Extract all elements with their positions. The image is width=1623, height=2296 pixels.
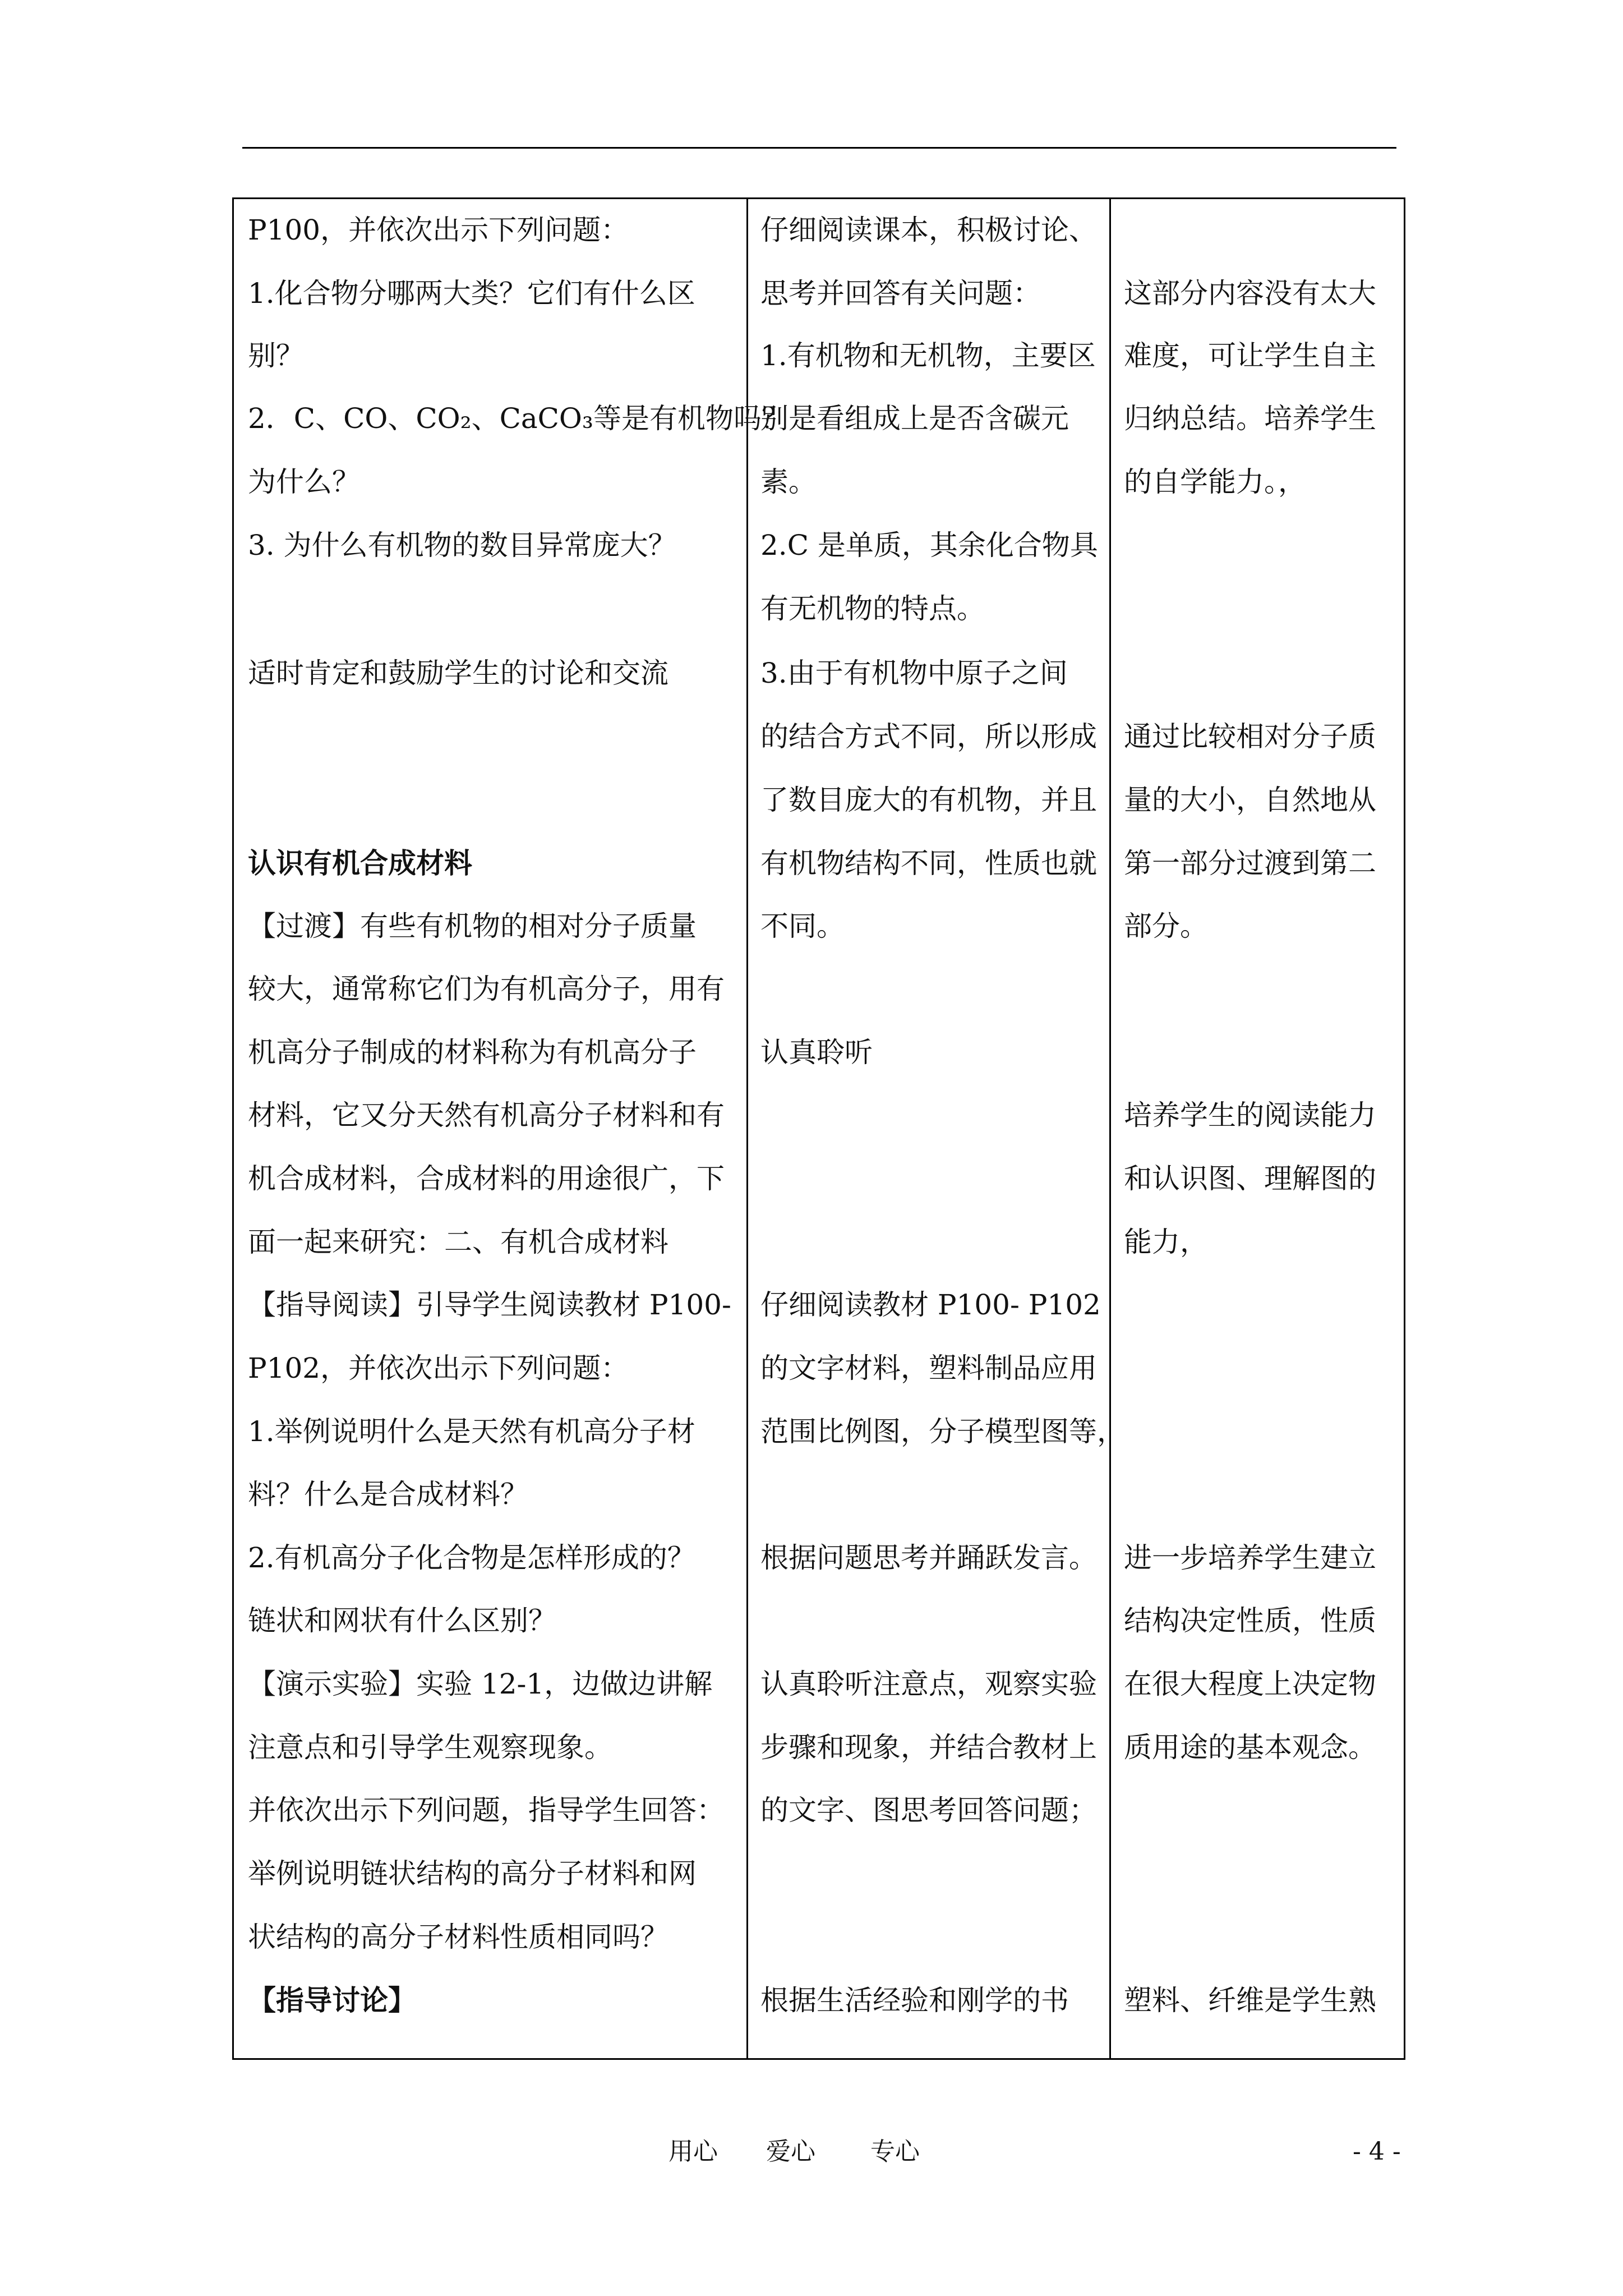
col2-line: 仔细阅读课本，积极讨论、 (760, 214, 1097, 246)
col3-line: 在很大程度上决定物 (1124, 1668, 1376, 1700)
col2-line: 的文字材料，塑料制品应用 (760, 1352, 1097, 1384)
col2-line: 2.C 是单质，其余化合物具 (760, 529, 1098, 562)
footer-motto-3: 专心 (870, 2137, 920, 2166)
col1-line: 为什么？ (248, 466, 360, 498)
col1-line: 料？什么是合成材料？ (248, 1478, 528, 1511)
col1-line: 1.举例说明什么是天然有机高分子材 (248, 1415, 695, 1448)
col1-line: 【过渡】有些有机物的相对分子质量 (248, 910, 697, 942)
col2-line: 了数目庞大的有机物，并且 (760, 784, 1097, 816)
col1-line: 机高分子制成的材料称为有机高分子 (248, 1036, 697, 1069)
col3-line: 塑料、纤维是学生熟 (1124, 1984, 1376, 2017)
col3-line: 量的大小，自然地从 (1124, 784, 1376, 816)
col1-line: 【指导讨论】 (248, 1984, 416, 2017)
col1-line: P102，并依次出示下列问题： (248, 1352, 629, 1384)
col2-line: 认真聆听 (760, 1036, 873, 1069)
col1-line: 1.化合物分哪两大类？它们有什么区 (248, 277, 695, 310)
col3-line: 进一步培养学生建立 (1124, 1542, 1376, 1574)
col3-line: 部分。 (1124, 910, 1208, 942)
col1-line: 2．C、CO、CO₂、CaCO₃等是有机物吗？ (248, 402, 790, 435)
col1-line: 注意点和引导学生观察现象。 (248, 1731, 612, 1764)
col3-line: 这部分内容没有太大 (1124, 277, 1376, 310)
col2-line: 步骤和现象，并结合教材上 (760, 1731, 1097, 1764)
col2-line: 根据问题思考并踊跃发言。 (760, 1542, 1097, 1574)
col2-line: 不同。 (760, 910, 845, 942)
col1-line: 3. 为什么有机物的数目异常庞大？ (248, 529, 676, 562)
col3-line: 和认识图、理解图的 (1124, 1162, 1376, 1195)
col2-line: 素。 (760, 466, 817, 498)
col1-line: 【指导阅读】引导学生阅读教材 P100- (248, 1289, 731, 1321)
column-divider-1 (746, 197, 748, 2060)
col1-line: 机合成材料，合成材料的用途很广，下 (248, 1162, 725, 1195)
col2-line: 根据生活经验和刚学的书 (760, 1984, 1069, 2017)
col1-line: 2.有机高分子化合物是怎样形成的？ (248, 1542, 695, 1574)
col1-line: 链状和网状有什么区别？ (248, 1604, 556, 1637)
col3-line: 第一部分过渡到第二 (1124, 847, 1376, 880)
col1-line: P100，并依次出示下列问题： (248, 214, 629, 246)
col1-line: 【演示实验】实验 12-1，边做边讲解 (248, 1668, 713, 1700)
col1-line: 较大，通常称它们为有机高分子，用有 (248, 973, 725, 1005)
col2-line: 别是看组成上是否含碳元 (760, 402, 1069, 435)
column-divider-2 (1109, 197, 1111, 2060)
col2-line: 有机物结构不同，性质也就 (760, 847, 1097, 880)
col1-line: 面一起来研究：二、有机合成材料 (248, 1226, 668, 1258)
footer-motto-1: 用心 (668, 2137, 718, 2166)
col1-line: 举例说明链状结构的高分子材料和网 (248, 1857, 697, 1890)
col1-line: 状结构的高分子材料性质相同吗？ (248, 1921, 668, 1953)
col2-line: 认真聆听注意点，观察实验 (760, 1668, 1097, 1700)
col2-line: 的结合方式不同，所以形成 (760, 720, 1097, 753)
col2-line: 3.由于有机物中原子之间 (760, 657, 1068, 689)
col3-line: 难度，可让学生自主 (1124, 339, 1376, 372)
col1-line: 并依次出示下列问题，指导学生回答： (248, 1794, 725, 1826)
col2-line: 范围比例图，分子模型图等， (760, 1415, 1125, 1448)
col1-line: 适时肯定和鼓励学生的讨论和交流 (248, 657, 668, 689)
col2-line: 有无机物的特点。 (760, 592, 985, 625)
col3-line: 培养学生的阅读能力 (1124, 1099, 1376, 1131)
col3-line: 的自学能力。， (1124, 466, 1306, 498)
col1-line: 材料，它又分天然有机高分子材料和有 (248, 1099, 725, 1131)
col3-line: 质用途的基本观念。 (1124, 1731, 1376, 1764)
col2-line: 的文字、图思考回答问题； (760, 1794, 1097, 1826)
header-rule (242, 147, 1396, 149)
col1-line: 认识有机合成材料 (248, 846, 472, 880)
footer-motto-2: 爱心 (766, 2137, 815, 2166)
col2-line: 仔细阅读教材 P100- P102 (760, 1289, 1101, 1321)
col2-line: 思考并回答有关问题： (760, 277, 1041, 310)
col3-line: 归纳总结。培养学生 (1124, 402, 1376, 435)
col1-line: 别？ (248, 339, 304, 372)
col3-line: 能力， (1124, 1226, 1208, 1258)
col2-line: 1.有机物和无机物，主要区 (760, 339, 1096, 372)
col3-line: 通过比较相对分子质 (1124, 720, 1376, 753)
page-number: - 4 - (1353, 2137, 1401, 2166)
col3-line: 结构决定性质，性质 (1124, 1604, 1376, 1637)
